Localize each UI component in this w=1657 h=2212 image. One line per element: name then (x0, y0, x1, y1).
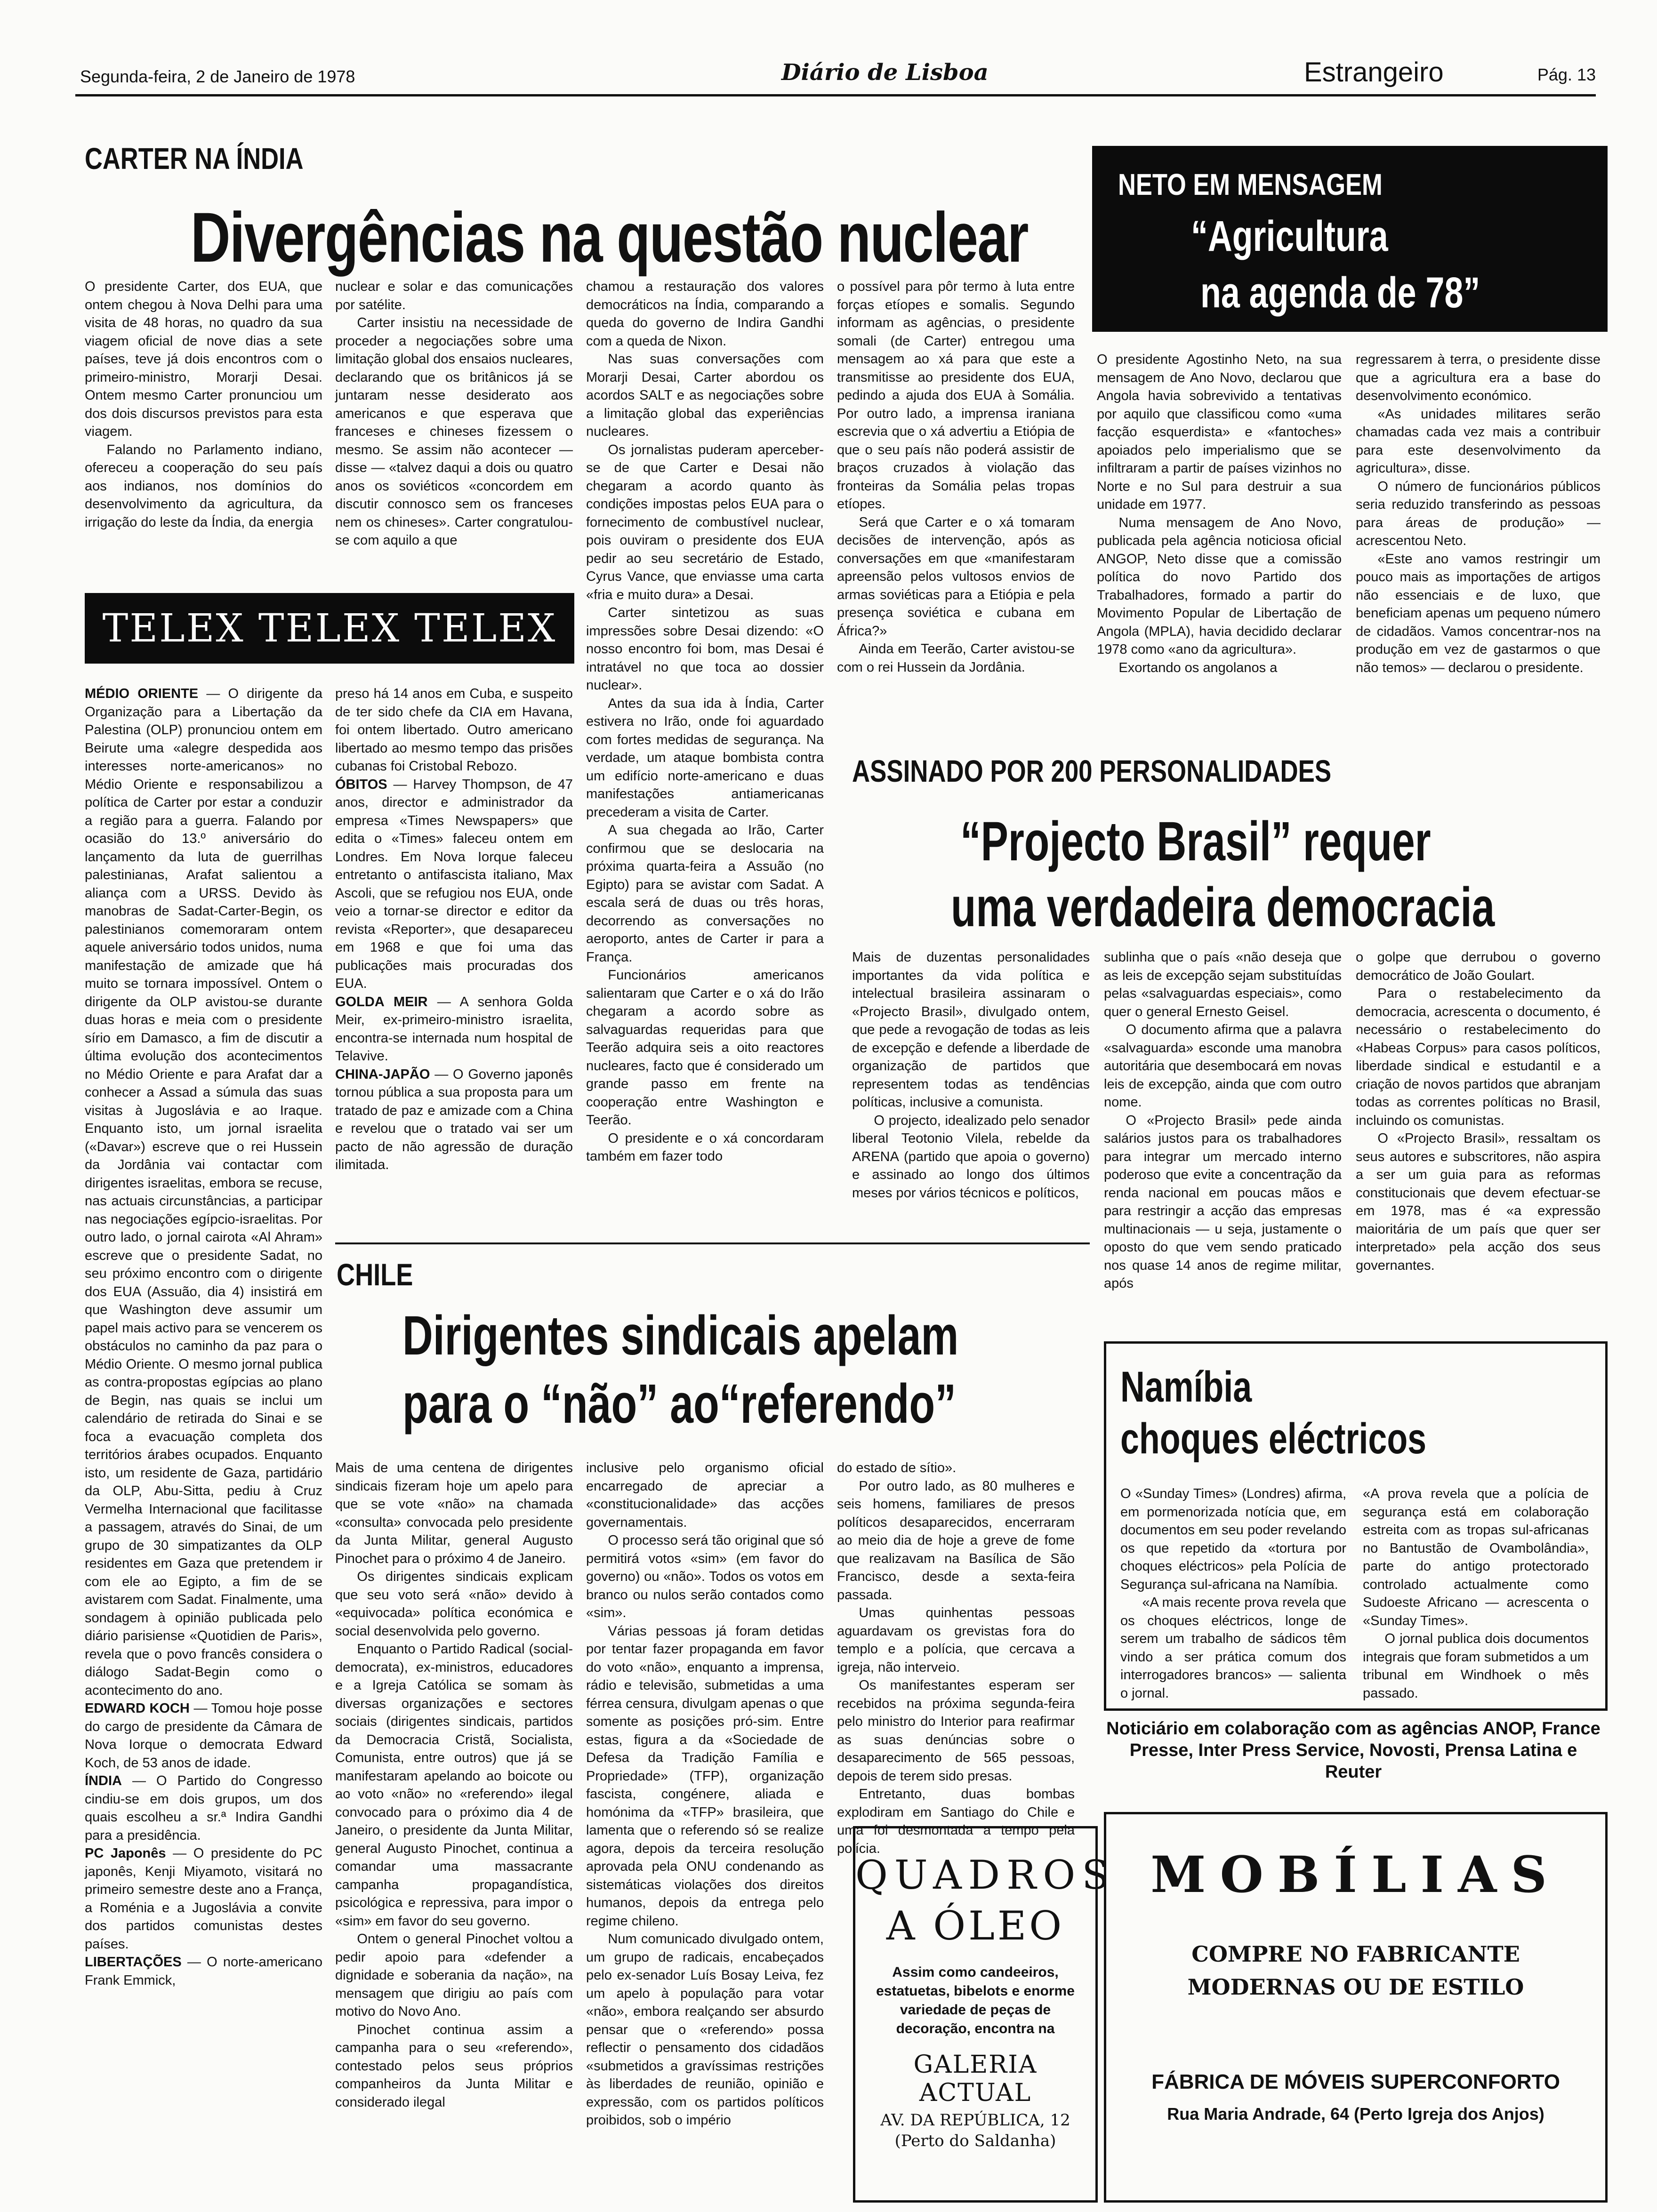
brasil-kicker: ASSINADO POR 200 PERSONALIDADES (852, 753, 1332, 788)
ad-mobilias-address: Rua Maria Andrade, 64 (Perto Igreja dos Anjos) (1167, 2104, 1544, 2124)
paragraph: O presidente Carter, dos EUA, que ontem chegou à Nova Delhi para uma visita de 48 horas, no quadro da sua viagem oficial de nove dias a sete países, teve já dois encontros com o primeiro-ministro, Morarji Desai. Ontem mesmo Carter pronunciou um dos dois discursos previstos para esta viagem. (85, 279, 322, 439)
paragraph: «Este ano vamos restringir um pouco mais as importações de artigos não essenciais e de luxo, que beneficiam apenas um pequeno número de cidadãos. Vamos concentrar-nos na produção em vez de gastarmos o que não temos» — declarou o presidente. (1356, 551, 1601, 675)
brasil-headline-1: “Projecto Brasil” requer (960, 810, 1431, 873)
paragraph: Mais de duzentas personalidades importantes da vida política e intelectual brasileira assinaram o «Projecto Brasil», divulgado ontem, que pede a revogação de todas as leis de excepção e defende a liberdade de organização de partidos que representem todas as tendências políticas, inclusive a comunista. (852, 950, 1090, 1110)
item-lead: GOLDA MEIR (335, 994, 428, 1010)
paragraph: Ontem o general Pinochet voltou a pedir apoio para «defender a dignidade e soberania da nação», na mensagem que dirigiu ao país com motivo do Novo Ano. (335, 1931, 573, 2019)
paragraph: o possível para pôr termo à luta entre forças etíopes e somalis. Segundo informam as agências, o presidente somali (de Carter) entregou uma mensagem ao xá para que este a transmitisse ao presidente dos EUA, pedindo a ajuda dos EUA à Somália. Por outro lado, a imprensa iraniana escrevia que o xá advertiu a Etiópia de que o seu país não poderá assistir de braços cruzados à violação das fronteiras da Somália pelas tropas etíopes. (837, 279, 1075, 512)
paragraph: O «Projecto Brasil», ressaltam os seus autores e subscritores, não aspira a ser um guia para as reformas constitucionais que devem efectuar-se em 1978, mas é «a expressão maioritária de um país que quer ser interpretado» pela acção dos seus governantes. (1356, 1131, 1601, 1273)
paragraph: O presidente e o xá concordaram também em fazer todo (586, 1130, 824, 1164)
namibia-col-1 (1120, 1485, 1346, 1701)
paragraph: Os manifestantes esperam ser recebidos na próxima segunda-feira pelo ministro do Interior para reafirmar as suas denúncias sobre o desaparecimento de 565 pessoas, depois de terem sido presas. (837, 1678, 1075, 1784)
paragraph: O «Sunday Times» (Londres) afirma, em pormenorizada notícia que, em documentos em seu poder revelando os que repetido da «tortura por choques eléctricos» pela Polícia de Segurança sul-africana na Namíbia. (1120, 1486, 1346, 1592)
ad-mobilias-title: MOBÍLIAS (1150, 1845, 1561, 1904)
telex-col-1 (85, 685, 322, 2203)
carter-headline: Divergências na questão nuclear (191, 198, 1028, 277)
paragraph: Entretanto, duas bombas explodiram em Santiago do Chile e uma foi desmontada a tempo pela polícia. (837, 1787, 1075, 1856)
neto-col-2 (1356, 351, 1601, 727)
paragraph: LIBERTAÇÕES — O norte-americano Frank Emmick, (85, 1955, 322, 1988)
namibia-box (1104, 1341, 1608, 1711)
paragraph: Os jornalistas puderam aperceber-se de que Carter e Desai não chegaram a acordo quanto às condições impostas pelos EUA para o fornecimento de combustível nuclear, pois ouviram o presidente dos EUA pedir ao seu secretário de Estado, Cyrus Vance, que enviasse uma carta «fria e muito dura» a Desai. (586, 442, 824, 602)
paragraph: nuclear e solar e das comunicações por satélite. (335, 279, 573, 313)
agencies-credit: Noticiário em colaboração com as agências ANOP, France Presse, Inter Press Service, Novosti, Prensa Latina e Reuter (1106, 1719, 1601, 1782)
ad-mobilias-line-2: MODERNAS OU DE ESTILO (1187, 1974, 1524, 2000)
paragraph: O projecto, idealizado pelo senador liberal Teotonio Vilela, rebelde da ARENA (partido que apoia o governo) e assinado ao longo dos últimos meses por vários técnicos e políticos, (852, 1113, 1090, 1201)
section-name: Estrangeiro (1304, 57, 1444, 88)
ad-quadros-body: Assim como candeeiros, estatuetas, bibelots e enorme variedade de peças de decoração, encontra na (876, 1964, 1075, 2036)
paragraph: regressarem à terra, o presidente disse que a agricultura era a base do desenvolvimento económico. (1356, 352, 1601, 403)
ad-quadros-address: AV. DA REPÚBLICA, 12 (880, 2111, 1070, 2130)
paragraph: O presidente Agostinho Neto, na sua mensagem de Ano Novo, declarou que Angola havia sobrevivido a tentativas por aquilo que classificou como «uma facção esquerdista» e «fantoches» apoiados pelo imperialismo que se infiltraram a partir de países vizinhos no Norte e no Sul para destruir a sua unidade em 1977. (1097, 352, 1342, 512)
ad-quadros-title-2: A ÓLEO (886, 1903, 1065, 1949)
paragraph: chamou a restauração dos valores democráticos na Índia, comparando a queda do governo de Indira Gandhi com a queda de Nixon. (586, 279, 824, 349)
paragraph: «A mais recente prova revela que os choques eléctricos, longe de serem um trabalho de sádicos têm vindo a ser prática comum dos interrogadores brancos» — salienta o jornal. (1120, 1595, 1346, 1701)
paragraph: O jornal publica dois documentos integrais que foram submetidos a um tribunal em Windhoek o mês passado. (1363, 1631, 1589, 1701)
namibia-headline-1: Namíbia (1120, 1363, 1252, 1411)
ad-quadros-title-1: QUADROS (855, 1852, 1116, 1898)
brasil-col-1 (852, 948, 1090, 1245)
neto-headline-1: “Agricultura (1191, 212, 1388, 260)
paragraph: Ainda em Teerão, Carter avistou-se com o rei Hussein da Jordânia. (837, 641, 1075, 675)
paragraph: MÉDIO ORIENTE — O dirigente da Organização para a Libertação da Palestina (OLP) pronunciou ontem em Beirute uma «alegre despedida aos interesses norte-americanos» no Médio Oriente e responsabilizou a política de Carter por estar a conduzir a região para a guerra. Falando por ocasião do 13.º aniversário do lançamento da luta de guerrilhas palestinianas, Arafat salientou a aliança com a URSS. Devido às manobras de Sadat-Carter-Begin, os palestinianos comemoraram ontem aquele aniversário todos unidos, numa manifestação de amizade que há muito se tornara impossível. Ontem o dirigente da OLP avistou-se durante duas horas e meia com o presidente sírio em Damasco, a fim de discutir a última evolução dos acontecimentos no Médio Oriente e para Arafat dar a conhecer a Assad a súmula das suas visitas à Jugoslávia e ao Iraque. Enquanto isto, um jornal israelita («Davar») escreve que o rei Hussein da Jordânia vai contactar com dirigentes israelitas, embora se recuse, nas actuais circunstâncias, a participar nas negociações egípcio-israelitas. Por outro lado, o jornal cairota «Al Ahram» escreve que o presidente Sadat, no seu próximo encontro com o dirigente dos EUA (Assuão, dia 4) insistirá em que Washington deve assumir um papel mais activo para se vencerem os obstáculos no caminho da paz para o Médio Oriente. O mesmo jornal publica as contra-propostas egípcias ao plano de Begin, nas quais se inclui um calendário de retirada do Sinai e se foca a evacuação completa dos territórios árabes ocupados. Enquanto isto, um residente de Gaza, partidário da OLP, Abu-Sitta, pediu à Cruz Vermelha Internacional que facilitasse a passagem, através do Sinai, de um grupo de 30 simpatizantes da OLP residentes em Gaza que pretendem ir com ele ao Egipto, a fim de se avistarem com Sadat. Finalmente, uma sondagem à opinião publicada pelo diário parisiense «Quotidien de Paris», revela que o povo francês considera o diálogo Sadat-Begin como o acontecimento do ano. (85, 686, 322, 1698)
neto-col-1 (1097, 351, 1342, 727)
chile-kicker: CHILE (337, 1257, 413, 1292)
chile-headline-1: Dirigentes sindicais apelam (402, 1305, 959, 1367)
ad-quadros-store: GALERIA ACTUAL (913, 2051, 1038, 2107)
paragraph: GOLDA MEIR — A senhora Golda Meir, ex-primeiro-ministro israelita, encontra-se internada num hospital de Telavive. (335, 994, 573, 1064)
paragraph: Num comunicado divulgado ontem, um grupo de radicais, encabeçados pelo ex-senador Luís Bosay Leiva, fez um apelo à população para votar «não», embora realçando ser absurdo pensar que o «referendo» possa reflectir o pensamento dos cidadãos «submetidos a gravíssimas restrições às liberdades de reunião, opinião e expressão, com os partidos políticos proibidos, sob o império (586, 1931, 824, 2128)
paragraph: Será que Carter e o xá tomaram decisões de intervenção, após as conversações em que «manifestaram apreensão pelos vultosos envios de armas soviéticas para a Etiópia e pela presença soviética e cubana em África?» (837, 514, 1075, 639)
paragraph: Numa mensagem de Ano Novo, publicada pela agência noticiosa oficial ANGOP, Neto disse que a comissão política do novo Partido dos Trabalhadores, formado a partir do Movimento Popular de Libertação de Angola (MPLA), havia decidido declarar 1978 como «ano da agricultura». (1097, 515, 1342, 657)
item-lead: PC Japonês (85, 1846, 166, 1861)
paragraph: Mais de uma centena de dirigentes sindicais fizeram hoje um apelo para que se vote «não» na chamada «consulta» convocada pelo presidente da Junta Militar, general Augusto Pinochet para o próximo 4 de Janeiro. (335, 1460, 573, 1566)
paragraph: «As unidades militares serão chamadas cada vez mais a contribuir para este desenvolvimento da agricultura», disse. (1356, 406, 1601, 476)
paragraph: O «Projecto Brasil» pede ainda salários justos para os trabalhadores para integrar um mercado interno poderoso que evite a concentração da renda nacional em poucas mãos e para restringir a acção das empresas multinacionais — u seja, justamente o oposto do que vem sendo praticado nos quase 14 anos de regime militar, após (1104, 1113, 1342, 1291)
telex-banner: TELEX TELEX TELEX (85, 593, 574, 664)
paragraph: Os dirigentes sindicais explicam que seu voto será «não» devido à «equivocada» política económica e social desenvolvida pelo governo. (335, 1569, 573, 1639)
paragraph: do estado de sítio». (837, 1460, 957, 1475)
paragraph: PC Japonês — O presidente do PC japonês, Kenji Miyamoto, visitará no primeiro semestre deste ano a França, a Roménia e a Jugoslávia a convite dos partidos comunistas destes países. (85, 1846, 322, 1952)
paragraph: O processo será tão original que só permitirá votos «sim» (em favor do governo) ou «não». Todos os votos em branco ou nulos serão contados como «sim». (586, 1533, 824, 1620)
chile-col-3 (837, 1459, 1075, 1856)
paragraph: Por outro lado, as 80 mulheres e seis homens, familiares de presos políticos desaparecidos, encerraram ao meio dia de hoje a greve de fome que realizavam na Basílica de São Francisco, desde a sexta-feira passada. (837, 1478, 1075, 1603)
issue-date: Segunda-feira, 2 de Janeiro de 1978 (80, 67, 355, 86)
item-lead: ÍNDIA (85, 1773, 122, 1788)
paragraph: sublinha que o país «não deseja que as leis de excepção sejam substituídas pelas «salvaguardas especiais», como quer o general Ernesto Geisel. (1104, 950, 1342, 1019)
newspaper-name: Diário de Lisboa (781, 59, 989, 86)
brasil-col-2 (1104, 948, 1342, 1315)
neto-headline-2: na agenda de 78” (1200, 269, 1480, 317)
brasil-headline-2: uma verdadeira democracia (951, 876, 1495, 938)
ad-quadros (853, 1826, 1116, 2203)
neto-kicker: NETO EM MENSAGEM (1118, 168, 1383, 201)
carter-col-4 (837, 278, 1075, 739)
paragraph: Carter sintetizou as suas impressões sobre Desai dizendo: «O nosso encontro foi bom, mas Desai é intratável no que toca ao dossier nuclear». (586, 605, 824, 693)
ad-mobilias (1104, 1812, 1608, 2203)
paragraph: Antes da sua ida à Índia, Carter estivera no Irão, onde foi aguardado com fortes medidas de segurança. Na verdade, um ataque bombista contra um edifício norte-americano e duas manifestações antiamericanas precederam a visita de Carter. (586, 696, 824, 820)
paragraph: o golpe que derrubou o governo democrático de João Goulart. (1356, 950, 1601, 983)
paragraph: Carter insistiu na necessidade de proceder a negociações sobre uma limitação global dos ensaios nucleares, declarando que os britânicos já se juntaram nesse desiderato aos americanos e que esperava que franceses e chineses fizessem o mesmo. Se assim não acontecer — disse — «talvez daqui a dois ou quatro anos os soviéticos «concordem em discutir connosco sem os franceses nem os chineses». Carter congratulou-se com aquilo a que (335, 315, 573, 548)
chile-col-1 (335, 1459, 573, 2203)
item-lead: CHINA-JAPÃO (335, 1066, 430, 1082)
namibia-headline-2: choques eléctricos (1120, 1415, 1427, 1463)
paragraph: Enquanto o Partido Radical (social-democrata), ex-ministros, educadores e a Igreja Católica se somam às diversas organizações e sectores sociais (dirigentes sindicais, partidos da Democracia Cristã, Socialista, Comunista, entre outros) que já se manifestaram apelando ao boicote ou ao voto «não» no «referendo» ilegal convocado para o próximo dia 4 de Janeiro, o presidente da Junta Militar, general Augusto Pinochet, continua a comandar uma massacrante campanha propagandística, psicológica e repressiva, para impor o «sim» em favor do seu governo. (335, 1642, 573, 1929)
paragraph: Umas quinhentas pessoas aguardavam os grevistas fora do templo e a polícia, que cercava a igreja, não interveio. (837, 1605, 1075, 1675)
item-lead: EDWARD KOCH (85, 1701, 190, 1716)
namibia-col-2 (1363, 1485, 1589, 1701)
masthead (75, 56, 1596, 96)
item-lead: MÉDIO ORIENTE (85, 686, 199, 701)
ad-mobilias-factory: FÁBRICA DE MÓVEIS SUPERCONFORTO (1151, 2070, 1560, 2093)
paragraph: Pinochet continua assim a campanha para o seu «referendo», contestado pelos seus próprios companheiros da Junta Militar e considerado ilegal (335, 2022, 573, 2110)
carter-col-1 (85, 278, 322, 569)
paragraph: Falando no Parlamento indiano, ofereceu a cooperação do seu país aos indianos, nos domínios do desenvolvimento da agricultura, da irrigação do leste da Índia, da energia (85, 442, 322, 530)
chile-top-rule (335, 1242, 1090, 1244)
paragraph: ÍNDIA — O Partido do Congresso cindiu-se em dois grupos, um dos quais escolheu a sr.ª Indira Gandhi para a presidência. (85, 1773, 322, 1843)
paragraph: Funcionários americanos salientaram que Carter e o xá do Irão chegaram a acordo sobre as salvaguardas requeridas para que Teerão adquira seis a oito reactores nucleares, facto que é considerado um grande passo em frente na cooperação entre Washington e Teerão. (586, 968, 824, 1128)
item-lead: LIBERTAÇÕES (85, 1955, 182, 1970)
paragraph: Várias pessoas já foram detidas por tentar fazer propaganda em favor do voto «não», enquanto a imprensa, rádio e televisão, submetidas a uma férrea censura, divulgam apenas o que somente as posições pró-sim. Entre estas, figura a da «Sociedade de Defesa da Tradição Família e Propriedade» (TFP), organização fascista, congénere, aliada e homónima da «TFP» brasileira, que lamenta que o referendo só se realize agora, depois da terceira resolução aprovada pela ONU condenando as sistemáticas violações dos direitos humanos, depois da entrega pelo regime chileno. (586, 1623, 824, 1929)
paragraph: ÓBITOS — Harvey Thompson, de 47 anos, director e administrador da empresa «Times Newspapers» que edita o «Times» faleceu ontem em Londres. Em Nova Iorque faleceu entretanto o antifascista italiano, Max Ascoli, que se refugiou nos EUA, onde veio a tornar-se director e editor da revista «Reporter», que desapareceu em 1968 e que foi uma das publicações mais procuradas dos EUA. (335, 777, 573, 991)
chile-headline-2: para o “não” ao“referendo” (402, 1373, 957, 1435)
telex-col-2 (335, 685, 573, 1235)
paragraph: preso há 14 anos em Cuba, e suspeito de ter sido chefe da CIA em Havana, foi ontem libertado. Outro americano libertado ao mesmo tempo das prisões cubanas foi Cristobal Rebozo. (335, 686, 573, 774)
paragraph: Nas suas conversações com Morarji Desai, Carter abordou os acordos SALT e as negociações sobre a limitação global das experiências nucleares. (586, 352, 824, 439)
paragraph: A sua chegada ao Irão, Carter confirmou que se deslocaria na próxima quarta-feira a Assuão (no Egipto) para se avistar com Sadat. A escala será de duas ou três horas, decorrendo as conversações no aeroporto, antes de Carter ir para a França. (586, 823, 824, 965)
paragraph: O documento afirma que a palavra «salvaguarda» esconde uma manobra autoritária que desembocará em novas leis de excepção, ainda que com outro nome. (1104, 1022, 1342, 1110)
neto-header-box (1092, 146, 1608, 332)
paragraph: EDWARD KOCH — Tomou hoje posse do cargo de presidente da Câmara de Nova Iorque o democrata Edward Koch, de 53 anos de idade. (85, 1701, 322, 1771)
ad-quadros-near: (Perto do Saldanha) (894, 2132, 1056, 2150)
paragraph: Para o restabelecimento da democracia, acrescenta o documento, é necessário o restabelecimento do «Habeas Corpus» para casos políticos, liberdade sindical e estudantil e a criação de novos partidos que abranjam todas as correntes políticas no Brasil, incluindo os comunistas. (1356, 986, 1601, 1128)
paragraph: CHINA-JAPÃO — O Governo japonês tornou pública a sua proposta para um tratado de paz e amizade com a China e revelou que o tratado vai ser um pacto de não agressão de duração ilimitada. (335, 1066, 573, 1172)
carter-col-2 (335, 278, 573, 569)
paragraph: «A prova revela que a polícia de segurança está em colaboração estreita com as tropas sul-africanas no Bantustão de Ovambolândia», parte do antigo protectorado controlado actualmente como Sudoeste Africano — acrescenta o «Sunday Times». (1363, 1486, 1589, 1628)
carter-col-3 (586, 278, 824, 1172)
ad-mobilias-line-1: COMPRE NO FABRICANTE (1191, 1941, 1520, 1967)
paragraph: Exortando os angolanos a (1118, 660, 1278, 675)
chile-col-2 (586, 1459, 824, 2203)
brasil-col-3 (1356, 948, 1601, 1315)
paragraph: O número de funcionários públicos seria reduzido transferindo as pessoas para áreas de produção» — acrescentou Neto. (1356, 479, 1601, 548)
item-lead: ÓBITOS (335, 777, 387, 792)
paragraph: inclusive pelo organismo oficial encarregado de apreciar a «constitucionalidade» das acções governamentais. (586, 1460, 824, 1530)
page-number: Pág. 13 (1537, 65, 1596, 84)
carter-kicker: CARTER NA ÍNDIA (85, 142, 304, 176)
